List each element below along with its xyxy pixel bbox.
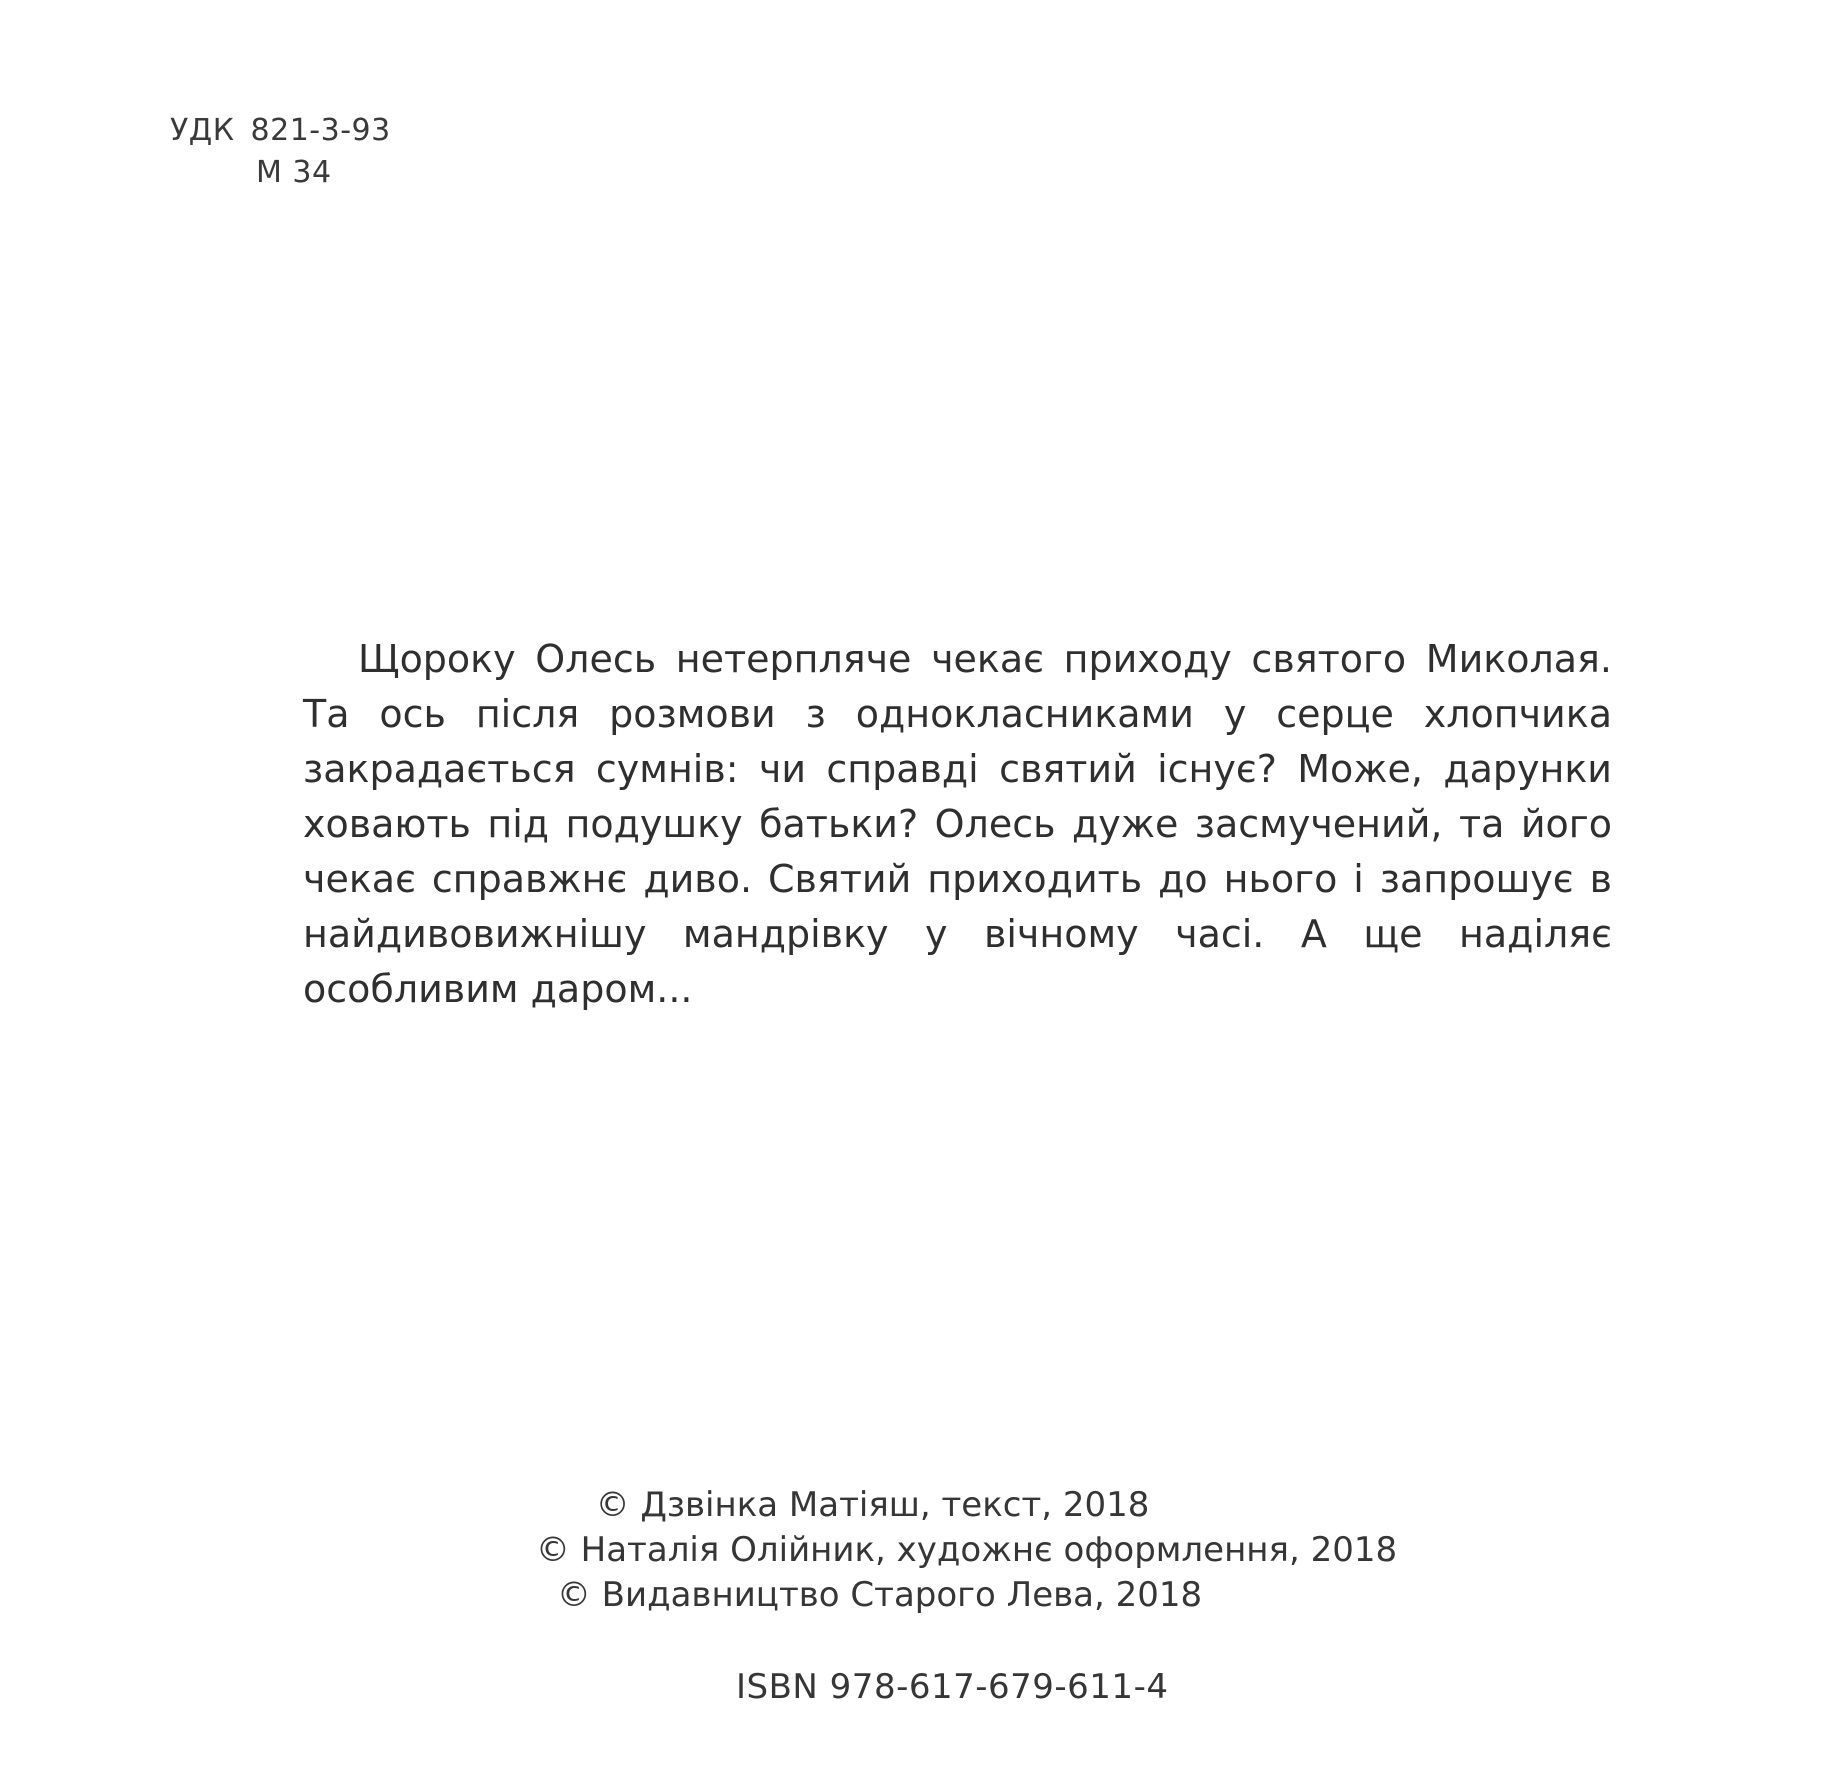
udc-line [170, 110, 391, 152]
udc-block [170, 110, 391, 194]
isbn-number: ISBN 978-617-679-611-4 [736, 1667, 1169, 1707]
copyright-text-author: © Дзвінка Матіяш, текст, 2018 [595, 1485, 1150, 1525]
udc-label: УДК [170, 113, 235, 148]
annotation-paragraph: Щороку Олесь нетерпляче чекає приходу святого Миколая. Та ось після розмови з однокласниками у серце хлопчика закрадається сумнів: чи справді святий існує? Може, дарунки ховають під подушку батьки? Олесь дуже засмучений, та його чекає справжнє диво. Святий приходить до нього і запрошує в найдивовижнішу мандрівку у вічному часі. А ще наділяє особливим даром... [303, 637, 1612, 1011]
copyright-illustrator: © Наталія Олійник, художнє оформлення, 2018 [535, 1530, 1398, 1570]
udc-code: 821-3-93 [250, 113, 391, 148]
copyright-block [0, 1483, 1839, 1618]
author-mark: М 34 [256, 155, 332, 190]
book-annotation [303, 632, 1612, 1017]
copyright-publisher: © Видавництво Старого Лева, 2018 [556, 1575, 1203, 1615]
